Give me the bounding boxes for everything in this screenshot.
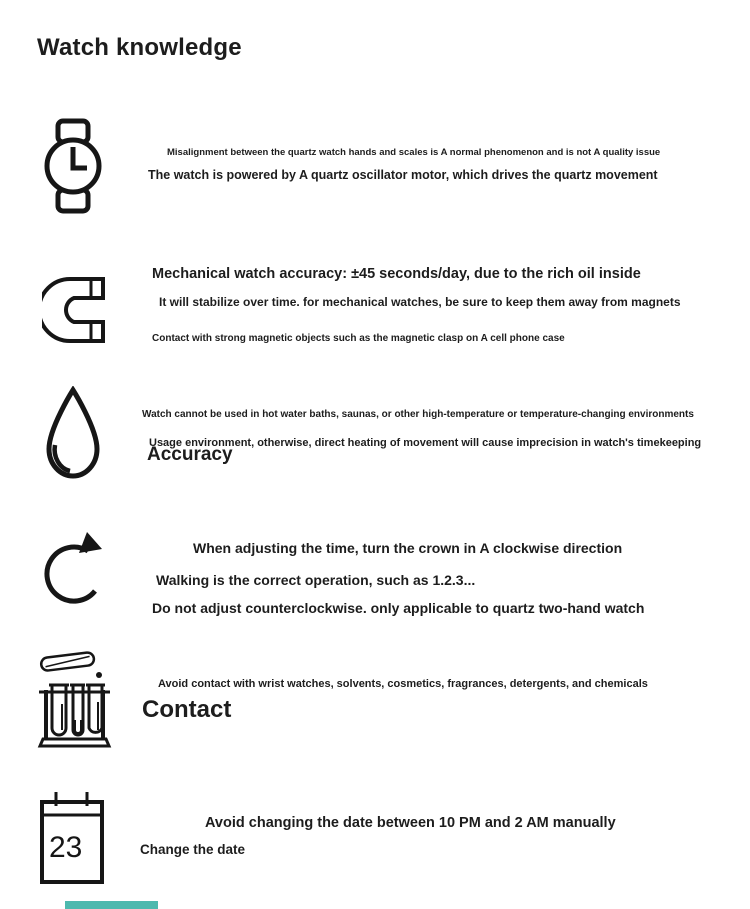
section-text-line: When adjusting the time, turn the crown in A clockwise direction [193, 540, 623, 556]
water-drop-icon [42, 386, 104, 483]
test-tubes-icon [36, 644, 112, 749]
section-text-line: Change the date [140, 842, 246, 857]
calendar-day-number: 23 [49, 831, 83, 864]
section-text-line: Watch cannot be used in hot water baths, saunas, or other high-temperature or temperature-changing environments [142, 409, 694, 420]
section-text-line: Do not adjust counterclockwise. only applicable to quartz two-hand watch [152, 600, 645, 616]
section-text-line: Avoid contact with wrist watches, solvents, cosmetics, fragrances, detergents, and chemicals [158, 678, 648, 690]
section-text-line: Walking is the correct operation, such as 1.2.3... [156, 572, 476, 588]
section-text-line: The watch is powered by A quartz oscillator motor, which drives the quartz movement [148, 168, 658, 182]
wristwatch-icon [44, 118, 102, 214]
page-title: Watch knowledge [37, 34, 242, 61]
section-heading: Accuracy [147, 444, 233, 465]
next-section-edge [65, 901, 158, 909]
section-heading: Contact [142, 696, 232, 723]
section-text-line: Misalignment between the quartz watch hands and scales is A normal phenomenon and is not A quality issue [167, 147, 661, 158]
section-text-line: Usage environment, otherwise, direct heating of movement will cause imprecision in watch's timekeeping [149, 437, 702, 449]
section-text-line: Contact with strong magnetic objects such as the magnetic clasp on A cell phone case [152, 333, 565, 344]
section-text-line: Avoid changing the date between 10 PM and 2 AM manually [205, 815, 616, 831]
clockwise-arrow-icon [43, 527, 107, 614]
magnet-icon [42, 274, 106, 346]
section-text-line: Mechanical watch accuracy: ±45 seconds/day, due to the rich oil inside [152, 266, 641, 282]
section-text-line: It will stabilize over time. for mechanical watches, be sure to keep them away from magnets [159, 295, 681, 309]
